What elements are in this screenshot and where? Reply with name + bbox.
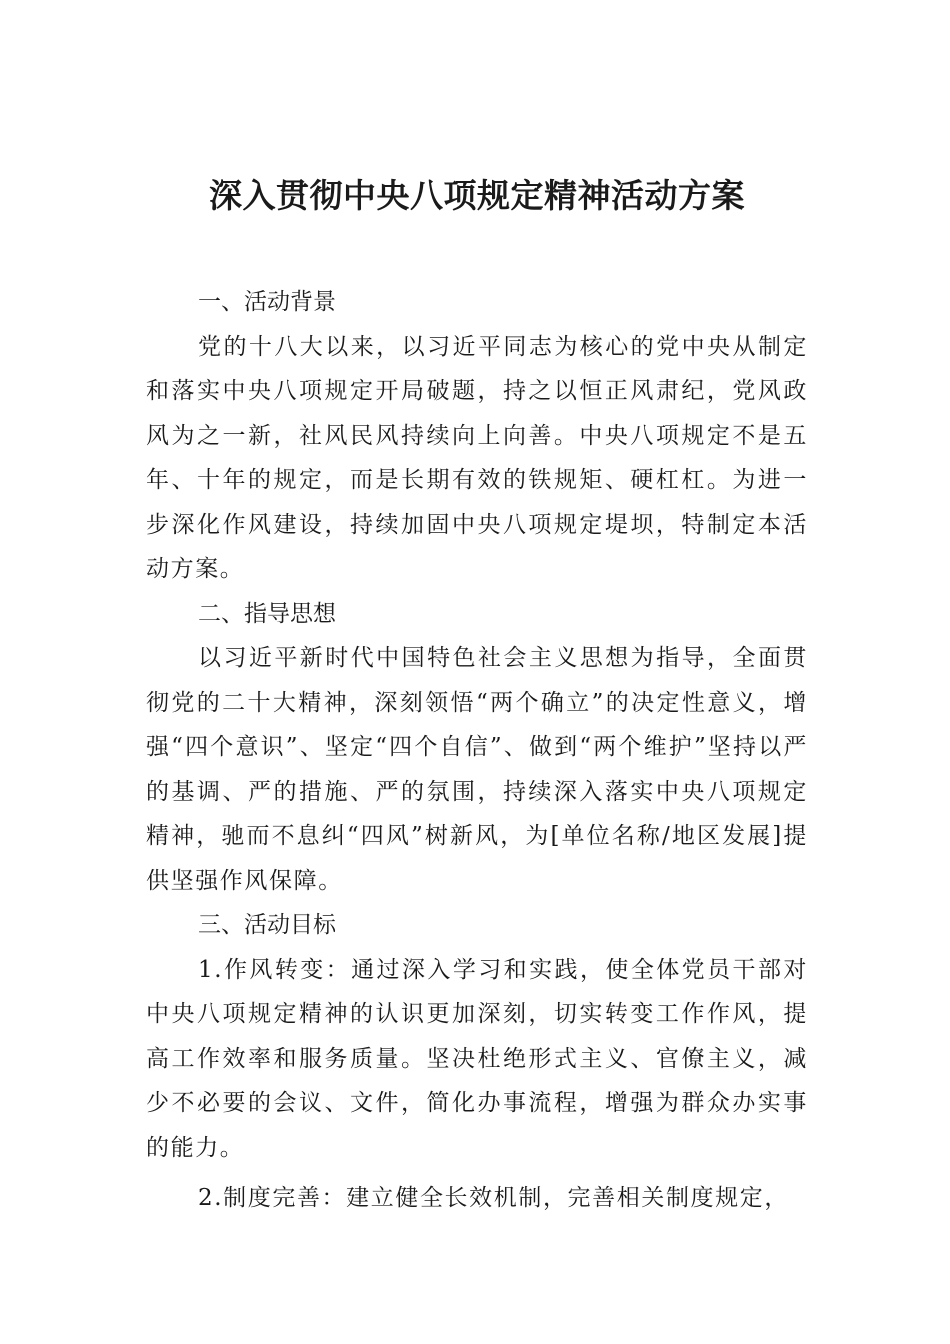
document-body xyxy=(146,280,808,1221)
goal-item: 1.作风转变：通过深入学习和实践，使全体党员干部对中央八项规定精神的认识更加深刻，切实转变工作作风，提高工作效率和服务质量。坚决杜绝形式主义、官僚主义，减少不必要的会议、文件，简化办事流程，增强为群众办实事的能力。 xyxy=(146,956,808,1161)
section-paragraph: 党的十八大以来，以习近平同志为核心的党中央从制定和落实中央八项规定开局破题，持之以恒正风肃纪，党风政风为之一新，社风民风持续向上向善。中央八项规定不是五年、十年的规定，而是长期有效的铁规矩、硬杠杠。为进一步深化作风建设，持续加固中央八项规定堤坝，特制定本活动方案。 xyxy=(146,333,808,582)
section-heading-background: 一、活动背景 xyxy=(198,289,336,315)
goal-item: 2.制度完善：建立健全长效机制，完善相关制度规定， xyxy=(198,1185,789,1211)
document-title: 深入贯彻中央八项规定精神活动方案 xyxy=(209,176,745,215)
section-heading-goals: 三、活动目标 xyxy=(198,912,336,938)
section-heading-guiding-thought: 二、指导思想 xyxy=(198,600,336,627)
section-paragraph: 以习近平新时代中国特色社会主义思想为指导，全面贯彻党的二十大精神，深刻领悟“两个确立”的决定性意义，增强“四个意识”、坚定“四个自信”、做到“两个维护”坚持以严的基调、严的措施、严的氛围，持续深入落实中央八项规定精神，驰而不息纠“四风”树新风，为[单位名称/地区发展]提供坚强作风保障。 xyxy=(146,645,808,894)
